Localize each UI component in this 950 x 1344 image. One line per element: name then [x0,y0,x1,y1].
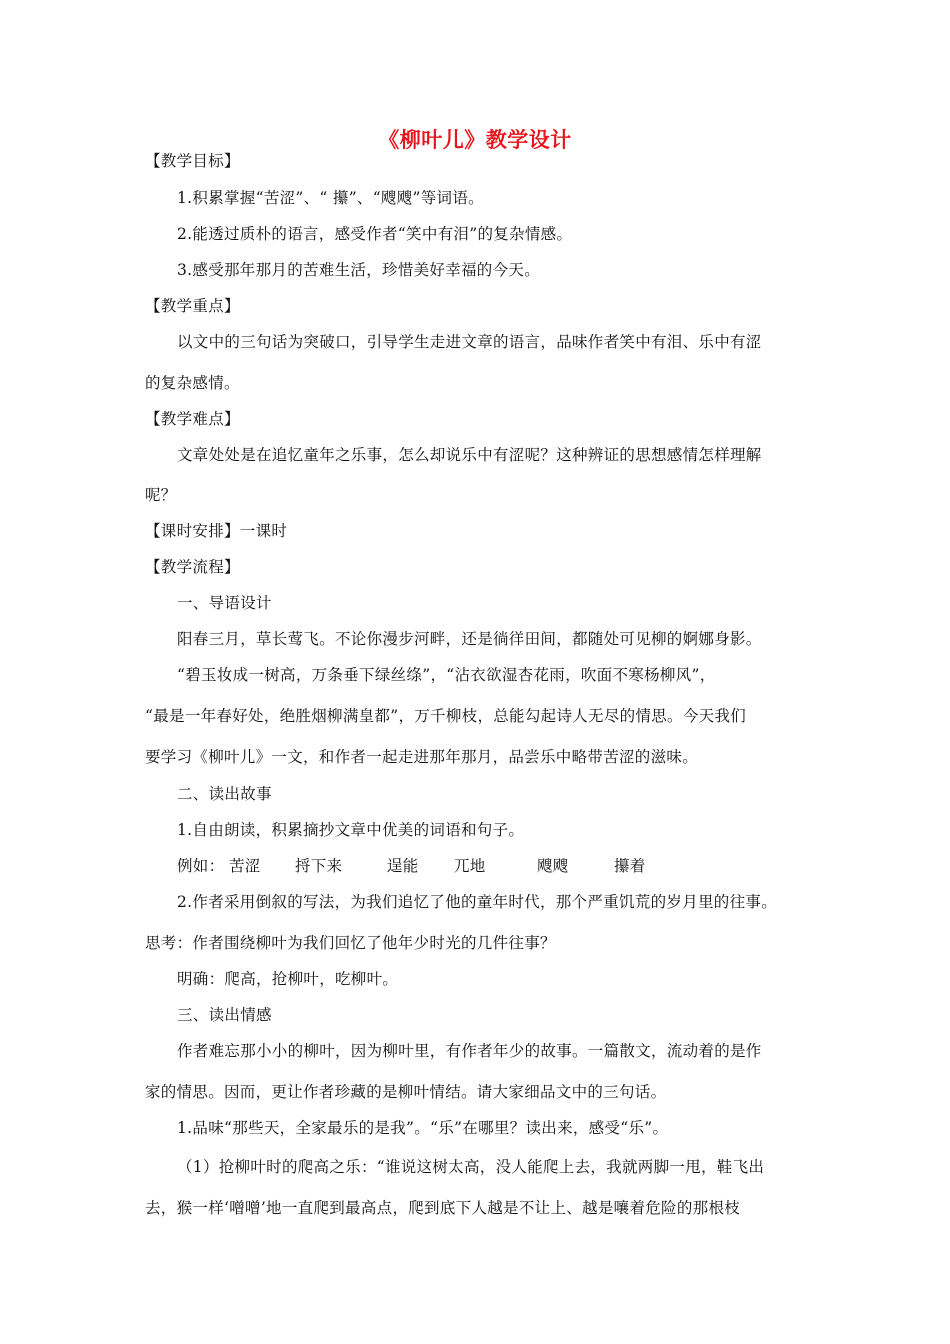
example-words-row [177,855,677,877]
emotion-item-1: 1.品味“那些天，全家最乐的是我”。“乐”在哪里？读出来，感受“乐”。 [177,1119,669,1137]
example-word: 飕飕 [537,857,569,875]
example-word: 逞能 [387,857,419,875]
story-answer: 明确：爬高，抢柳叶，吃柳叶。 [177,970,399,988]
example-word: 苦涩 [229,857,261,875]
goal-item-3: 3.感受那年那月的苦难生活，珍惜美好幸福的今天。 [177,261,540,279]
example-label: 例如： [177,857,225,875]
difficulty-text-line-2: 呢？ [145,486,177,504]
section-heading-goals: 【教学目标】 [145,152,240,170]
subsection-heading-intro: 一、导语设计 [177,594,272,612]
example-word: 捋下来 [295,857,343,875]
schedule-line: 【课时安排】一课时 [145,522,288,540]
story-item-2: 2.作者采用倒叙的写法，为我们追忆了他的童年时代，那个严重饥荒的岁月里的往事。 [177,893,777,911]
goal-item-1: 1.积累掌握“苦涩”、“ 攥”、“飕飕”等词语。 [177,189,484,207]
goal-item-2: 2.能透过质朴的语言，感受作者“笑中有泪”的复杂情感。 [177,225,573,243]
intro-paragraph-2-line-3: 要学习《柳叶儿》一文，和作者一起走进那年那月，品尝乐中略带苦涩的滋味。 [145,748,699,766]
example-word: 攥着 [614,857,646,875]
story-think-question: 思考：作者围绕柳叶为我们回忆了他年少时光的几件往事？ [145,934,556,952]
emotion-paragraph-line-1: 作者难忘那小小的柳叶，因为柳叶里，有作者年少的故事。一篇散文，流动着的是作 [177,1042,762,1060]
document-title: 《柳叶儿》教学设计 [378,128,572,152]
intro-paragraph-2-line-1: “碧玉妆成一树高，万条垂下绿丝绦”，“沾衣欲湿杏花雨，吹面不寒杨柳风”， [177,666,716,684]
subsection-heading-emotion: 三、读出情感 [177,1006,272,1024]
emotion-paragraph-line-2: 家的情思。因而，更让作者珍藏的是柳叶情结。请大家细品文中的三句话。 [145,1083,667,1101]
story-item-1: 1.自由朗读，积累摘抄文章中优美的词语和句子。 [177,821,525,839]
intro-paragraph-2-line-2: “最是一年春好处，绝胜烟柳满皇都”，万千柳枝，总能勾起诗人无尽的情思。今天我们 [145,707,747,725]
intro-paragraph-1: 阳春三月，草长莺飞。不论你漫步河畔，还是徜徉田间，都随处可见柳的婀娜身影。 [177,630,762,648]
section-heading-difficulty: 【教学难点】 [145,410,240,428]
focus-text-line-1: 以文中的三句话为突破口，引导学生走进文章的语言，品味作者笑中有泪、乐中有涩 [177,333,762,351]
difficulty-text-line-1: 文章处处是在追忆童年之乐事，怎么却说乐中有涩呢？这种辨证的思想感情怎样理解 [177,446,762,464]
subsection-heading-story: 二、读出故事 [177,785,272,803]
example-word: 兀地 [454,857,486,875]
emotion-sub-item-line-2: 去，猴一样‘噌噌’地一直爬到最高点，爬到底下人越是不让上、越是嚷着危险的那根枝 [145,1199,741,1217]
section-heading-process: 【教学流程】 [145,558,240,576]
focus-text-line-2: 的复杂感情。 [145,374,240,392]
emotion-sub-item-line-1: （1）抢柳叶时的爬高之乐：“谁说这树太高，没人能爬上去，我就两脚一甩，鞋飞出 [177,1158,765,1176]
section-heading-focus: 【教学重点】 [145,297,240,315]
